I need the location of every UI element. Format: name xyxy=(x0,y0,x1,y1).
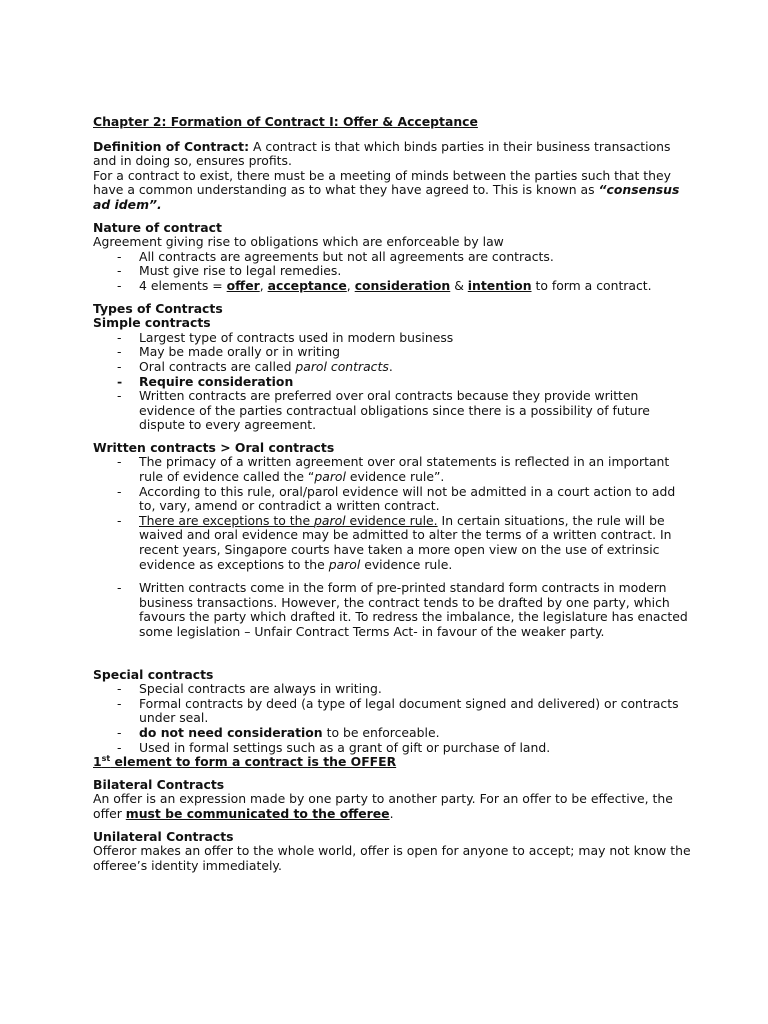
parol-term: parol xyxy=(314,512,346,528)
nature-heading: Nature of contract xyxy=(93,219,222,235)
element-acceptance: acceptance xyxy=(267,277,347,293)
simple-contracts-list xyxy=(93,331,693,433)
first-element-text: element to form a contract is the OFFER xyxy=(110,754,397,770)
first-element-sup: st xyxy=(101,754,111,764)
list-item-four-elements xyxy=(93,279,693,294)
parol-term: parol contracts xyxy=(295,358,389,374)
item-text: to be enforceable. xyxy=(322,724,440,740)
list-item: - Require consideration xyxy=(93,375,693,390)
elements-pre: 4 elements = xyxy=(139,277,227,293)
nature-list xyxy=(93,250,693,294)
list-item: - Must give rise to legal remedies. xyxy=(93,264,693,279)
elements-post: to form a contract. xyxy=(531,277,652,293)
list-item xyxy=(93,514,693,572)
unilateral-heading: Unilateral Contracts xyxy=(93,828,234,844)
unilateral-paragraph: Offeror makes an offer to the whole world, offer is open for anyone to accept; may not know the offeree’s identity immediately. xyxy=(93,843,691,873)
no-consideration-text: do not need consideration xyxy=(139,724,323,740)
elements-sep: , xyxy=(259,277,268,293)
list-item: - Written contracts come in the form of pre-printed standard form contracts in modern business transactions. However, the contract tends to be drafted by one party, which favours the party which drafted it. To redress the imbalance, the legislature has enacted some legislation – Unfair Contract Terms Act- in favour of the weaker party. xyxy=(93,581,693,639)
element-offer: offer xyxy=(226,277,260,293)
first-element-num: 1 xyxy=(93,754,102,770)
item-text: In certain situations, the rule will be waived and oral evidence may be admitted to alter the terms of a written contract. In recent years, Singapore courts have taken a more open view on the use of extrinsic evidence as exceptions to the xyxy=(139,512,672,572)
types-heading: Types of Contracts xyxy=(93,300,223,316)
definition-text: A contract is that which binds parties in their business transactions and in doing so, ensures profits. xyxy=(93,138,671,169)
definition-paragraph xyxy=(93,140,693,169)
list-item xyxy=(93,726,693,741)
nature-intro: Agreement giving rise to obligations which are enforceable by law xyxy=(93,234,504,250)
meeting-of-minds-text: For a contract to exist, there must be a meeting of minds between the parties such that they have a common understanding as to what they have agreed to. This is known as xyxy=(93,167,671,198)
list-item: - All contracts are agreements but not all agreements are contracts. xyxy=(93,250,693,265)
list-item: - May be made orally or in writing xyxy=(93,345,693,360)
item-text: The primacy of a written agreement over oral statements is reflected in an important rule of evidence called the “ xyxy=(139,454,670,485)
item-text: evidence rule. xyxy=(360,556,453,572)
parol-term: parol xyxy=(328,556,361,572)
item-text: Oral contracts are called xyxy=(139,358,296,374)
first-element-heading xyxy=(93,755,693,770)
item-text: . xyxy=(388,358,393,374)
bilateral-emphasis: must be communicated to the offeree xyxy=(125,805,390,821)
exceptions-text: evidence rule. xyxy=(345,512,438,528)
list-item xyxy=(93,455,693,484)
list-item: - Written contracts are preferred over oral contracts because they provide written evidence of the parties contractual obligations since there is a possibility of future dispute to every agreement. xyxy=(93,389,693,433)
list-item xyxy=(93,360,693,375)
exceptions-text: There are exceptions to the xyxy=(139,512,315,528)
bilateral-paragraph xyxy=(93,792,693,821)
list-item: - Formal contracts by deed (a type of legal document signed and delivered) or contracts under seal. xyxy=(93,697,693,726)
element-consideration: consideration xyxy=(354,277,451,293)
simple-contracts-heading: Simple contracts xyxy=(93,315,211,331)
chapter-title: Chapter 2: Formation of Contract I: Offer & Acceptance xyxy=(93,114,478,129)
element-intention: intention xyxy=(467,277,532,293)
bilateral-heading: Bilateral Contracts xyxy=(93,776,225,792)
elements-sep: & xyxy=(450,277,468,293)
list-item: - According to this rule, oral/parol evidence will not be admitted in a court action to add to, vary, amend or contradict a written contract. xyxy=(93,485,693,514)
list-item: - Largest type of contracts used in modern business xyxy=(93,331,693,346)
list-item: - Used in formal settings such as a grant of gift or purchase of land. xyxy=(93,741,693,756)
item-text: evidence rule”. xyxy=(345,469,445,485)
bilateral-text: An offer is an expression made by one party to another party. For an offer to be effective, the offer xyxy=(93,791,673,821)
list-item: - Special contracts are always in writing. xyxy=(93,682,693,697)
elements-sep: , xyxy=(346,277,355,293)
document-content xyxy=(93,115,693,873)
meeting-of-minds-paragraph xyxy=(93,169,693,213)
bilateral-text: . xyxy=(389,805,394,821)
written-contracts-list xyxy=(93,455,693,639)
parol-term: parol xyxy=(314,469,346,485)
definition-label: Definition of Contract: xyxy=(93,138,250,154)
written-contracts-heading: Written contracts > Oral contracts xyxy=(93,439,335,455)
special-contracts-heading: Special contracts xyxy=(93,666,214,682)
consensus-term: “consensus ad idem”. xyxy=(93,182,680,212)
special-contracts-list xyxy=(93,682,693,755)
